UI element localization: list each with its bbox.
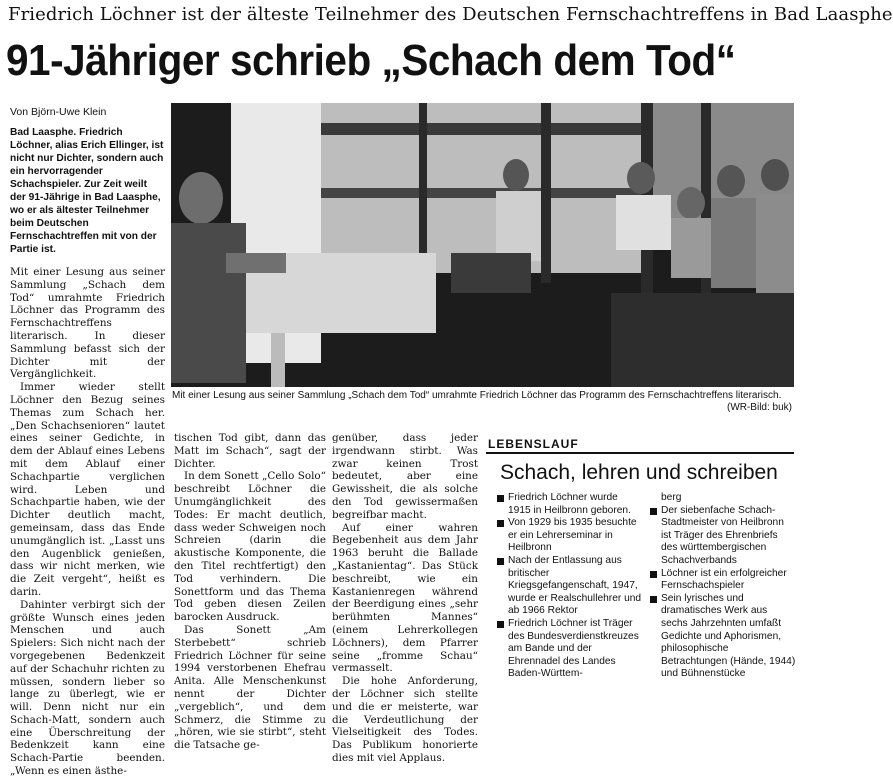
list-item: Friedrich Löchner ist Träger des Bundesverdienstkreuzes am Bande und der Ehrennadel des Landes Baden-Württem- — [497, 618, 643, 681]
list-item: Löchner ist ein erfolgreicher Fernschachspieler — [650, 568, 796, 593]
kicker: Friedrich Löchner ist der älteste Teilnehmer des Deutschen Fernschachtreffens in Bad Laasphe — [8, 4, 893, 25]
headline: 91-Jähriger schrieb „Schach dem Tod“ — [6, 36, 736, 85]
paragraph: genüber, dass jeder irgendwann stirbt. Was zwar keinen Trost bedeutet, aber eine Gewissheit, die als solche den Tod gewissermaßen begreifbar macht. — [332, 432, 478, 521]
sidebar-divider — [486, 452, 794, 454]
caption-text: Mit einer Lesung aus seiner Sammlung „Schach dem Tod“ umrahmte Friedrich Löchner das Programm des Fernschachtreffens literarisch. — [172, 390, 782, 401]
paragraph: Die hohe Anforderung, der Löchner sich stellte und die er meisterte, war die Verdeutlichung der Vielseitigkeit des Todes. Das Publikum honorierte dies mit viel Applaus. — [332, 675, 478, 764]
byline: Von Björn-Uwe Klein — [10, 106, 107, 118]
paragraph: Mit einer Lesung aus seiner Sammlung „Schach dem Tod“ umrahmte Friedrich Löchner das Programm des Fernschachtreffens literarisch. In dieser Sammlung befasst sich der Dichter mit der Vergänglichkeit. — [10, 266, 165, 381]
paragraph: Auf einer wahren Begebenheit aus dem Jahr 1963 beruht die Ballade „Kastanientag“. Das Stück beschreibt, wie ein Kastanienregen während der Beerdigung eines „sehr berühmten Mannes“ (einem Lehrerkollegen Löchners), dem Pfarrer seine „fromme Schau“ vermasselt. — [332, 521, 478, 675]
photo-caption — [172, 390, 792, 414]
list-item-continuation: berg — [661, 492, 682, 503]
list-item: Von 1929 bis 1935 besuchte er ein Lehrerseminar in Heilbronn — [497, 517, 643, 555]
paragraph: In dem Sonett „Cello Solo“ beschreibt Löchner die Unumgänglichkeit des Todes: Er macht deutlich, dass weder Schweigen noch Schreien (darin die akustische Komponente, die den Titel rechtfertigt) den Tod verhindern. Die Sonettform und das Thema Tod geben diesen Zeilen barocken Ausdruck. — [174, 470, 326, 624]
sidebar-column-1 — [497, 492, 643, 681]
photo-reading-scene-icon — [171, 103, 794, 387]
list-item: Der siebenfache Schach-Stadtmeister von Heilbronn ist Träger des Ehrenbriefs des württembergischen Schachverbands — [650, 505, 796, 568]
article-column-2 — [174, 432, 326, 752]
lead-paragraph: Bad Laasphe. Friedrich Löchner, alias Erich Ellinger, ist nicht nur Dichter, sondern auch ein hervorragender Schachspieler. Zur Zeit weilt der 91-Jährige in Bad Laasphe, wo er als ältester Teilnehmer beim Deutschen Fernschachtreffen mit von der Partie ist. — [10, 127, 164, 255]
list-item: Nach der Entlassung aus britischer Kriegsgefangenschaft, 1947, wurde er Realschullehrer und ab 1966 Rektor — [497, 555, 643, 618]
paragraph: Dahinter verbirgt sich der größte Wunsch eines jeden Menschen und auch Spielers: Sich nicht nach der vorgegebenen Bedenkzeit auf der Schachuhr richten zu müssen, sondern lieber so lange zu überlegt, wie er will. Denn nicht nur ein Schach-Matt, sondern auch eine Überschreitung der Bedenkzeit kann eine Schach-Partie beenden. „Wenn es einen ästhe- — [10, 598, 165, 778]
article-column-1 — [10, 266, 165, 778]
paragraph: Immer wieder stellt Löchner den Bezug seines Themas zum Schach her. „Den Schachsenioren“ lautet eines seiner Gedichte, in dem der Ablauf eines Lebens mit dem Ablauf einer Schachpartie verglichen wird. Leben und Schachpartie haben, wie der Dichter deutlich macht, gemeinsam, dass das Ende unumgänglich ist. „Lasst uns den Augenblick genießen, dass wir nicht merken, wie die Zeit vergeht“, heißt es darin. — [10, 381, 165, 598]
list-item: Sein lyrisches und dramatisches Werk aus sechs Jahrzehnten umfaßt Gedichte und Aphorismen, philosophische Betrachtungen (Hände, 1944) und Bühnenstücke — [650, 593, 796, 681]
article-column-3 — [332, 432, 478, 765]
paragraph: tischen Tod gibt, dann das Matt im Schach“, sagt der Dichter. — [174, 432, 326, 470]
sidebar-label: LEBENSLAUF — [488, 437, 579, 451]
paragraph: Das Sonett „Am Sterbebett“ schrieb Friedrich Löchner für seine 1994 verstorbenen Ehefrau Anita. Alle Menschenkunst nennt der Dichter „vergeblich“, und dem Schmerz, die Stimme zu „hören, wie sie stirbt“, steht die Tatsache ge- — [174, 623, 326, 752]
list-item: Friedrich Löchner wurde 1915 in Heilbronn geboren. — [497, 492, 643, 517]
photo-credit: (WR-Bild: buk) — [726, 402, 792, 413]
sidebar-title: Schach, lehren und schreiben — [500, 461, 778, 484]
sidebar-column-2 — [650, 492, 796, 681]
article-photo — [171, 103, 794, 387]
